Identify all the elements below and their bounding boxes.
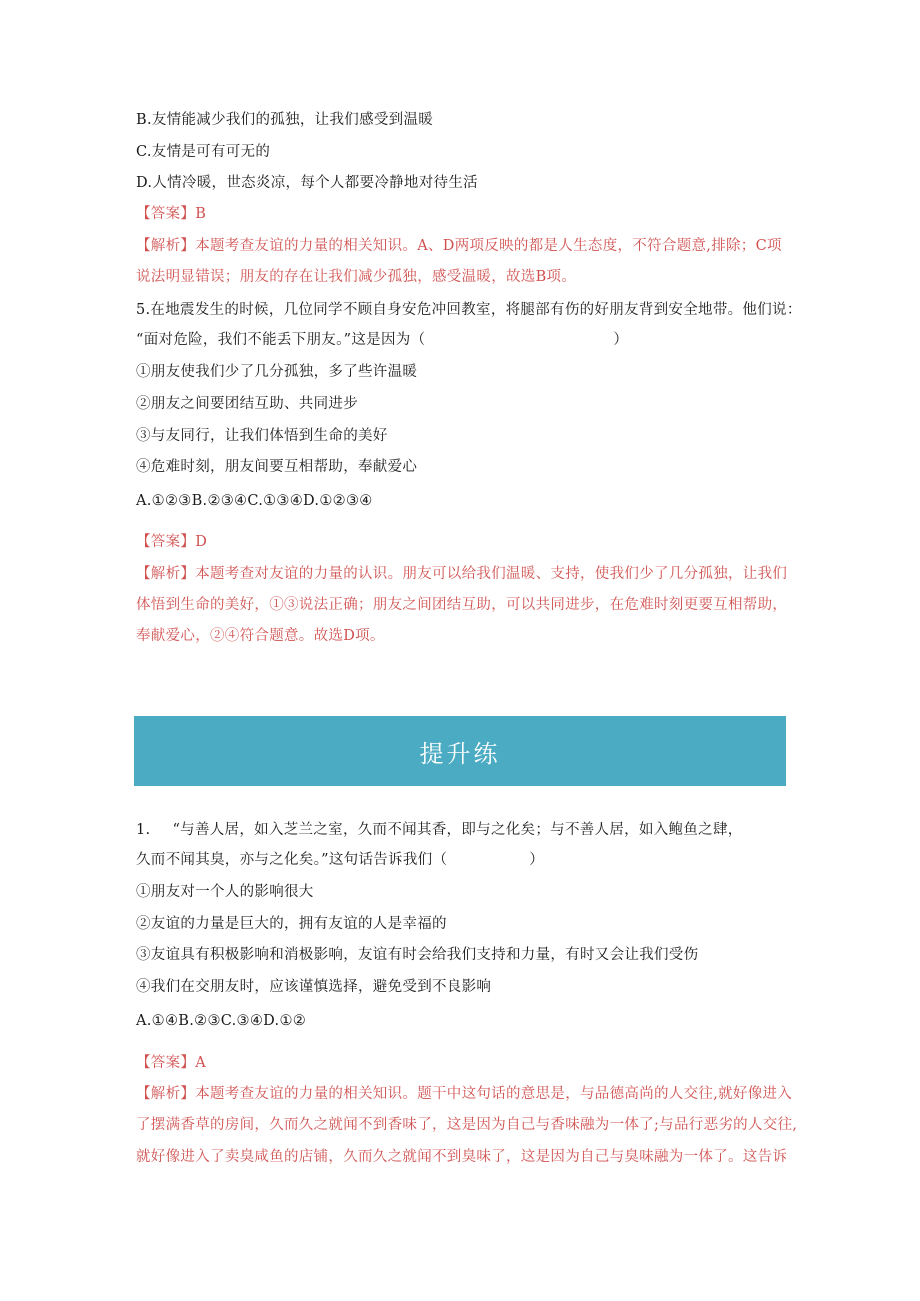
q5-analysis-line2: 体悟到生命的美好，①③说法正确；朋友之间团结互助，可以共同进步，在危难时刻更要互相帮助， <box>136 597 788 613</box>
p1-stem-paren: ） <box>529 852 545 868</box>
p1-stem-text1: “与善人居，如入芝兰之室，久而不闻其香，即与之化矣；与不善人居，如入鲍鱼之肆， <box>172 822 743 838</box>
p1-answer-label: 【答案】 <box>136 1055 196 1071</box>
p1-stem-line2 <box>136 850 544 870</box>
q5-stem-paren: ） <box>613 332 629 348</box>
q5-options: A.①②③B.②③④C.①③④D.①②③④ <box>136 493 373 509</box>
section-title: 提升练 <box>419 739 501 768</box>
section-banner <box>134 716 786 786</box>
p1-answer-value: A <box>195 1055 206 1071</box>
q4-option-d: D.人情冷暖，世态炎凉，每个人都要冷静地对待生活 <box>136 175 478 191</box>
q4-option-b: B.友情能减少我们的孤独，让我们感受到温暖 <box>136 112 434 128</box>
p1-analysis-line3: 就好像进入了卖臭咸鱼的店铺，久而久之就闻不到臭味了，这是因为自己与臭味融为一体了。这告诉 <box>136 1149 788 1165</box>
q5-analysis-label: 【解析】 <box>136 566 196 582</box>
q5-analysis-line1 <box>136 564 787 584</box>
q5-analysis-line3: 奉献爱心，②④符合题意。故选D项。 <box>136 628 385 644</box>
q4-analysis-label: 【解析】 <box>136 238 196 254</box>
p1-options: A.①④B.②③C.③④D.①② <box>136 1013 307 1029</box>
q5-answer <box>136 532 207 552</box>
q5-item-3: ③与友同行，让我们体悟到生命的美好 <box>136 428 388 444</box>
p1-item-3: ③友谊具有积极影响和消极影响，友谊有时会给我们支持和力量，有时又会让我们受伤 <box>136 947 699 963</box>
p1-stem-text2: 久而不闻其臭，亦与之化矣。”这句话告诉我们（ <box>136 852 448 868</box>
p1-item-4: ④我们在交朋友时，应该谨慎选择，避免受到不良影响 <box>136 979 492 995</box>
q5-item-1: ①朋友使我们少了几分孤独，多了些许温暖 <box>136 364 418 380</box>
q5-stem-text: “面对危险，我们不能丢下朋友。”这是因为（ <box>136 332 426 348</box>
p1-analysis-label: 【解析】 <box>136 1086 196 1102</box>
q4-analysis-line2: 说法明显错误；朋友的存在让我们减少孤独，感受温暖，故选B项。 <box>136 269 577 285</box>
q4-answer <box>136 204 206 224</box>
q5-answer-label: 【答案】 <box>136 534 196 550</box>
q5-answer-value: D <box>195 534 208 550</box>
q5-item-2: ②朋友之间要团结互助、共同进步 <box>136 396 358 412</box>
p1-item-2: ②友谊的力量是巨大的，拥有友谊的人是幸福的 <box>136 916 447 932</box>
q5-stem-line1: 5.在地震发生的时候，几位同学不顾自身安危冲回教室，将腿部有伤的好朋友背到安全地带。他们说： <box>136 302 802 318</box>
q5-item-4: ④危难时刻，朋友间要互相帮助，奉献爱心 <box>136 459 418 475</box>
p1-stem-line1 <box>136 820 743 840</box>
p1-item-1: ①朋友对一个人的影响很大 <box>136 884 314 900</box>
p1-analysis-text1: 本题考查友谊的力量的相关知识。题干中这句话的意思是，与品德高尚的人交往,就好像进入 <box>195 1086 793 1102</box>
p1-number: 1. <box>136 822 151 838</box>
q4-answer-label: 【答案】 <box>136 206 196 222</box>
q5-stem-line2 <box>136 330 628 350</box>
p1-answer <box>136 1053 206 1073</box>
p1-analysis-line2: 了摆满香草的房间，久而久之就闻不到香味了，这是因为自己与香味融为一体了;与品行恶劣的人交往, <box>136 1117 798 1133</box>
q4-option-c: C.友情是可有可无的 <box>136 144 271 160</box>
p1-analysis-line1 <box>136 1084 792 1104</box>
q4-analysis-text1: 本题考查友谊的力量的相关知识。A、D两项反映的都是人生态度，不符合题意,排除；C项 <box>195 238 782 254</box>
q4-answer-value: B <box>195 206 207 222</box>
q5-analysis-text1: 本题考查对友谊的力量的认识。朋友可以给我们温暖、支持，使我们少了几分孤独，让我们 <box>195 566 788 582</box>
q4-analysis-line1 <box>136 236 782 256</box>
